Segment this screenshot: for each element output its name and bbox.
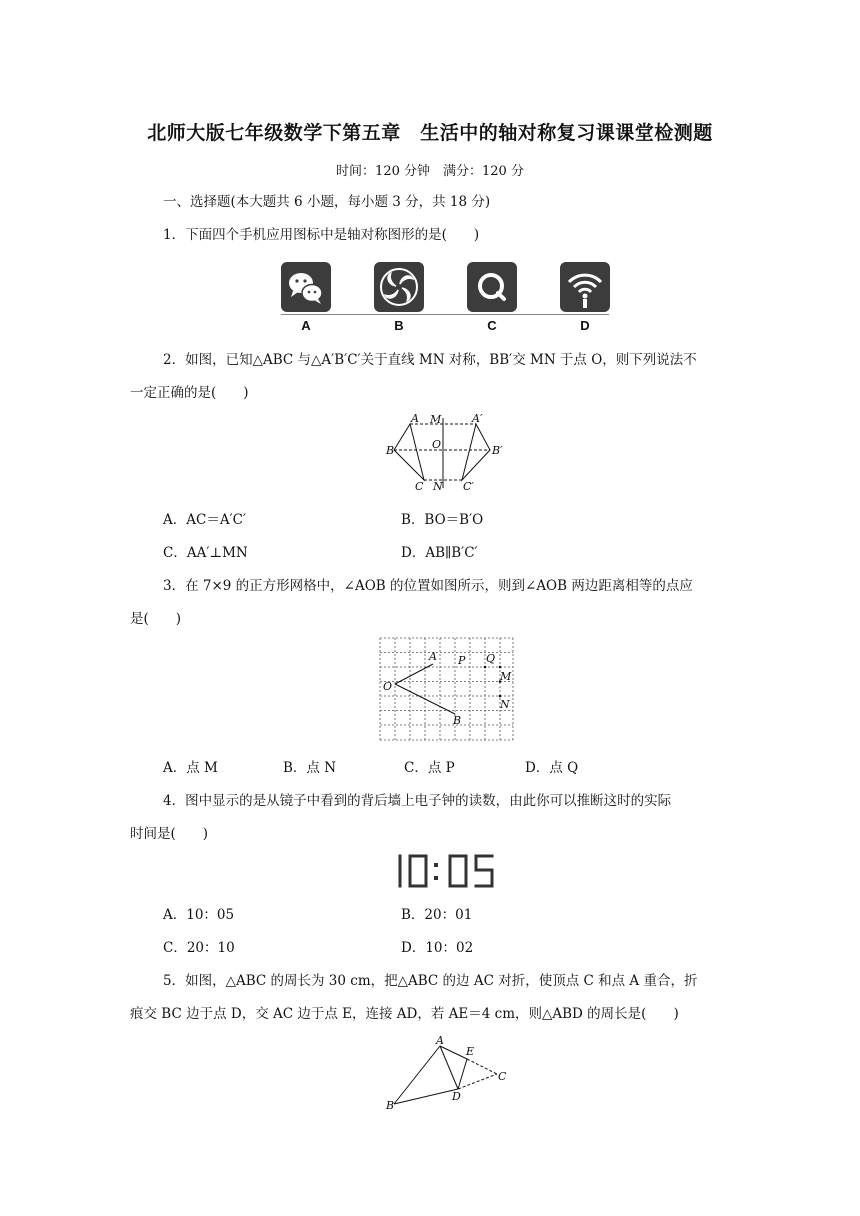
digital-clock	[392, 852, 502, 890]
label-o: O	[383, 680, 393, 693]
q5-stem-line2: 痕交 BC 边于点 D，交 AC 边于点 E，连接 AD，若 AE＝4 cm，则△ABD 的周长是( )	[130, 1006, 679, 1022]
q3-option-d: D．点 Q	[525, 760, 579, 776]
segment-dc	[458, 1074, 497, 1089]
label-n: N	[500, 698, 510, 711]
fold-de	[458, 1059, 467, 1089]
label-o: O	[432, 438, 442, 451]
q5-stem-line1: 5．如图，△ABC 的周长为 30 cm，把△ABC 的边 AC 对折，使顶点 C 和点 A 重合，折	[163, 973, 698, 989]
q3-option-b: B．点 N	[283, 760, 337, 776]
segment-ad	[440, 1046, 458, 1089]
search-q-icon	[467, 262, 517, 312]
label-d: D	[452, 1090, 461, 1103]
label-e: E	[466, 1045, 475, 1058]
label-b: B	[386, 1099, 395, 1112]
label-b: B	[386, 444, 395, 457]
ray-ob	[395, 684, 455, 714]
q4-option-d: D．10：02	[401, 940, 474, 956]
label-c: C	[498, 1070, 507, 1083]
q2-option-c: C．AA′⊥MN	[163, 545, 248, 561]
label-m: M	[430, 413, 442, 426]
q4-option-c: C．20：10	[163, 940, 235, 956]
label-p: P	[458, 654, 466, 667]
q2-option-b: B．BO＝B′O	[401, 512, 484, 528]
label-c-prime: C′	[463, 480, 474, 492]
q3-stem-line1: 3．在 7×9 的正方形网格中，∠AOB 的位置如图所示，则到∠AOB 两边距离相等的点应	[163, 578, 693, 594]
label-c: C	[415, 480, 424, 492]
q3-option-c: C．点 P	[404, 760, 455, 776]
q1-label-b: B	[394, 318, 404, 333]
q2-stem-line1: 2．如图，已知△ABC 与△A′B′C′关于直线 MN 对称，BB′交 MN 于点 O，则下列说法不	[163, 352, 697, 368]
q3-option-a: A．点 M	[163, 760, 218, 776]
label-m: M	[500, 670, 512, 683]
q1-label-c: C	[487, 318, 497, 333]
q1-stem: 1．下面四个手机应用图标中是轴对称图形的是( )	[163, 227, 480, 243]
q4-stem-line2: 时间是( )	[130, 826, 209, 842]
label-n: N	[433, 480, 443, 492]
q5-fold-figure	[382, 1034, 512, 1114]
segment-ec	[467, 1059, 497, 1074]
q2-option-a: A．AC＝A′C′	[163, 512, 247, 528]
pinwheel-icon	[374, 262, 424, 312]
label-b-prime: B′	[492, 444, 503, 457]
label-a-prime: A′	[472, 412, 483, 425]
label-a: A	[436, 1034, 444, 1047]
page-title: 北师大版七年级数学下第五章 生活中的轴对称复习课课堂检测题	[147, 122, 713, 144]
exam-meta: 时间：120 分钟 满分：120 分	[336, 164, 524, 179]
q4-stem-line1: 4．图中显示的是从镜子中看到的背后墙上电子钟的读数，由此你可以推断这时的实际	[163, 793, 672, 809]
q2-option-d: D．AB∥B′C′	[401, 545, 478, 561]
label-q: Q	[486, 652, 496, 665]
label-a: A	[411, 412, 419, 425]
q3-stem-line2: 是( )	[130, 611, 182, 627]
label-b: B	[453, 714, 462, 727]
triangle-abc	[394, 424, 424, 480]
section-heading: 一、选择题(本大题共 6 小题，每小题 3 分，共 18 分)	[163, 194, 491, 210]
q1-label-d: D	[580, 318, 590, 333]
q3-grid-figure	[376, 634, 516, 744]
q2-stem-line2: 一定正确的是( )	[130, 385, 249, 401]
q1-label-a: A	[301, 318, 311, 333]
q4-option-a: A．10：05	[163, 907, 235, 923]
q2-symmetry-figure	[380, 410, 510, 492]
wechat-icon	[281, 262, 331, 312]
label-a: A	[429, 650, 437, 663]
segment-ae	[440, 1046, 467, 1059]
wifi-icon	[560, 262, 610, 312]
q4-option-b: B．20：01	[401, 907, 473, 923]
triangle-a-prime	[462, 424, 490, 480]
